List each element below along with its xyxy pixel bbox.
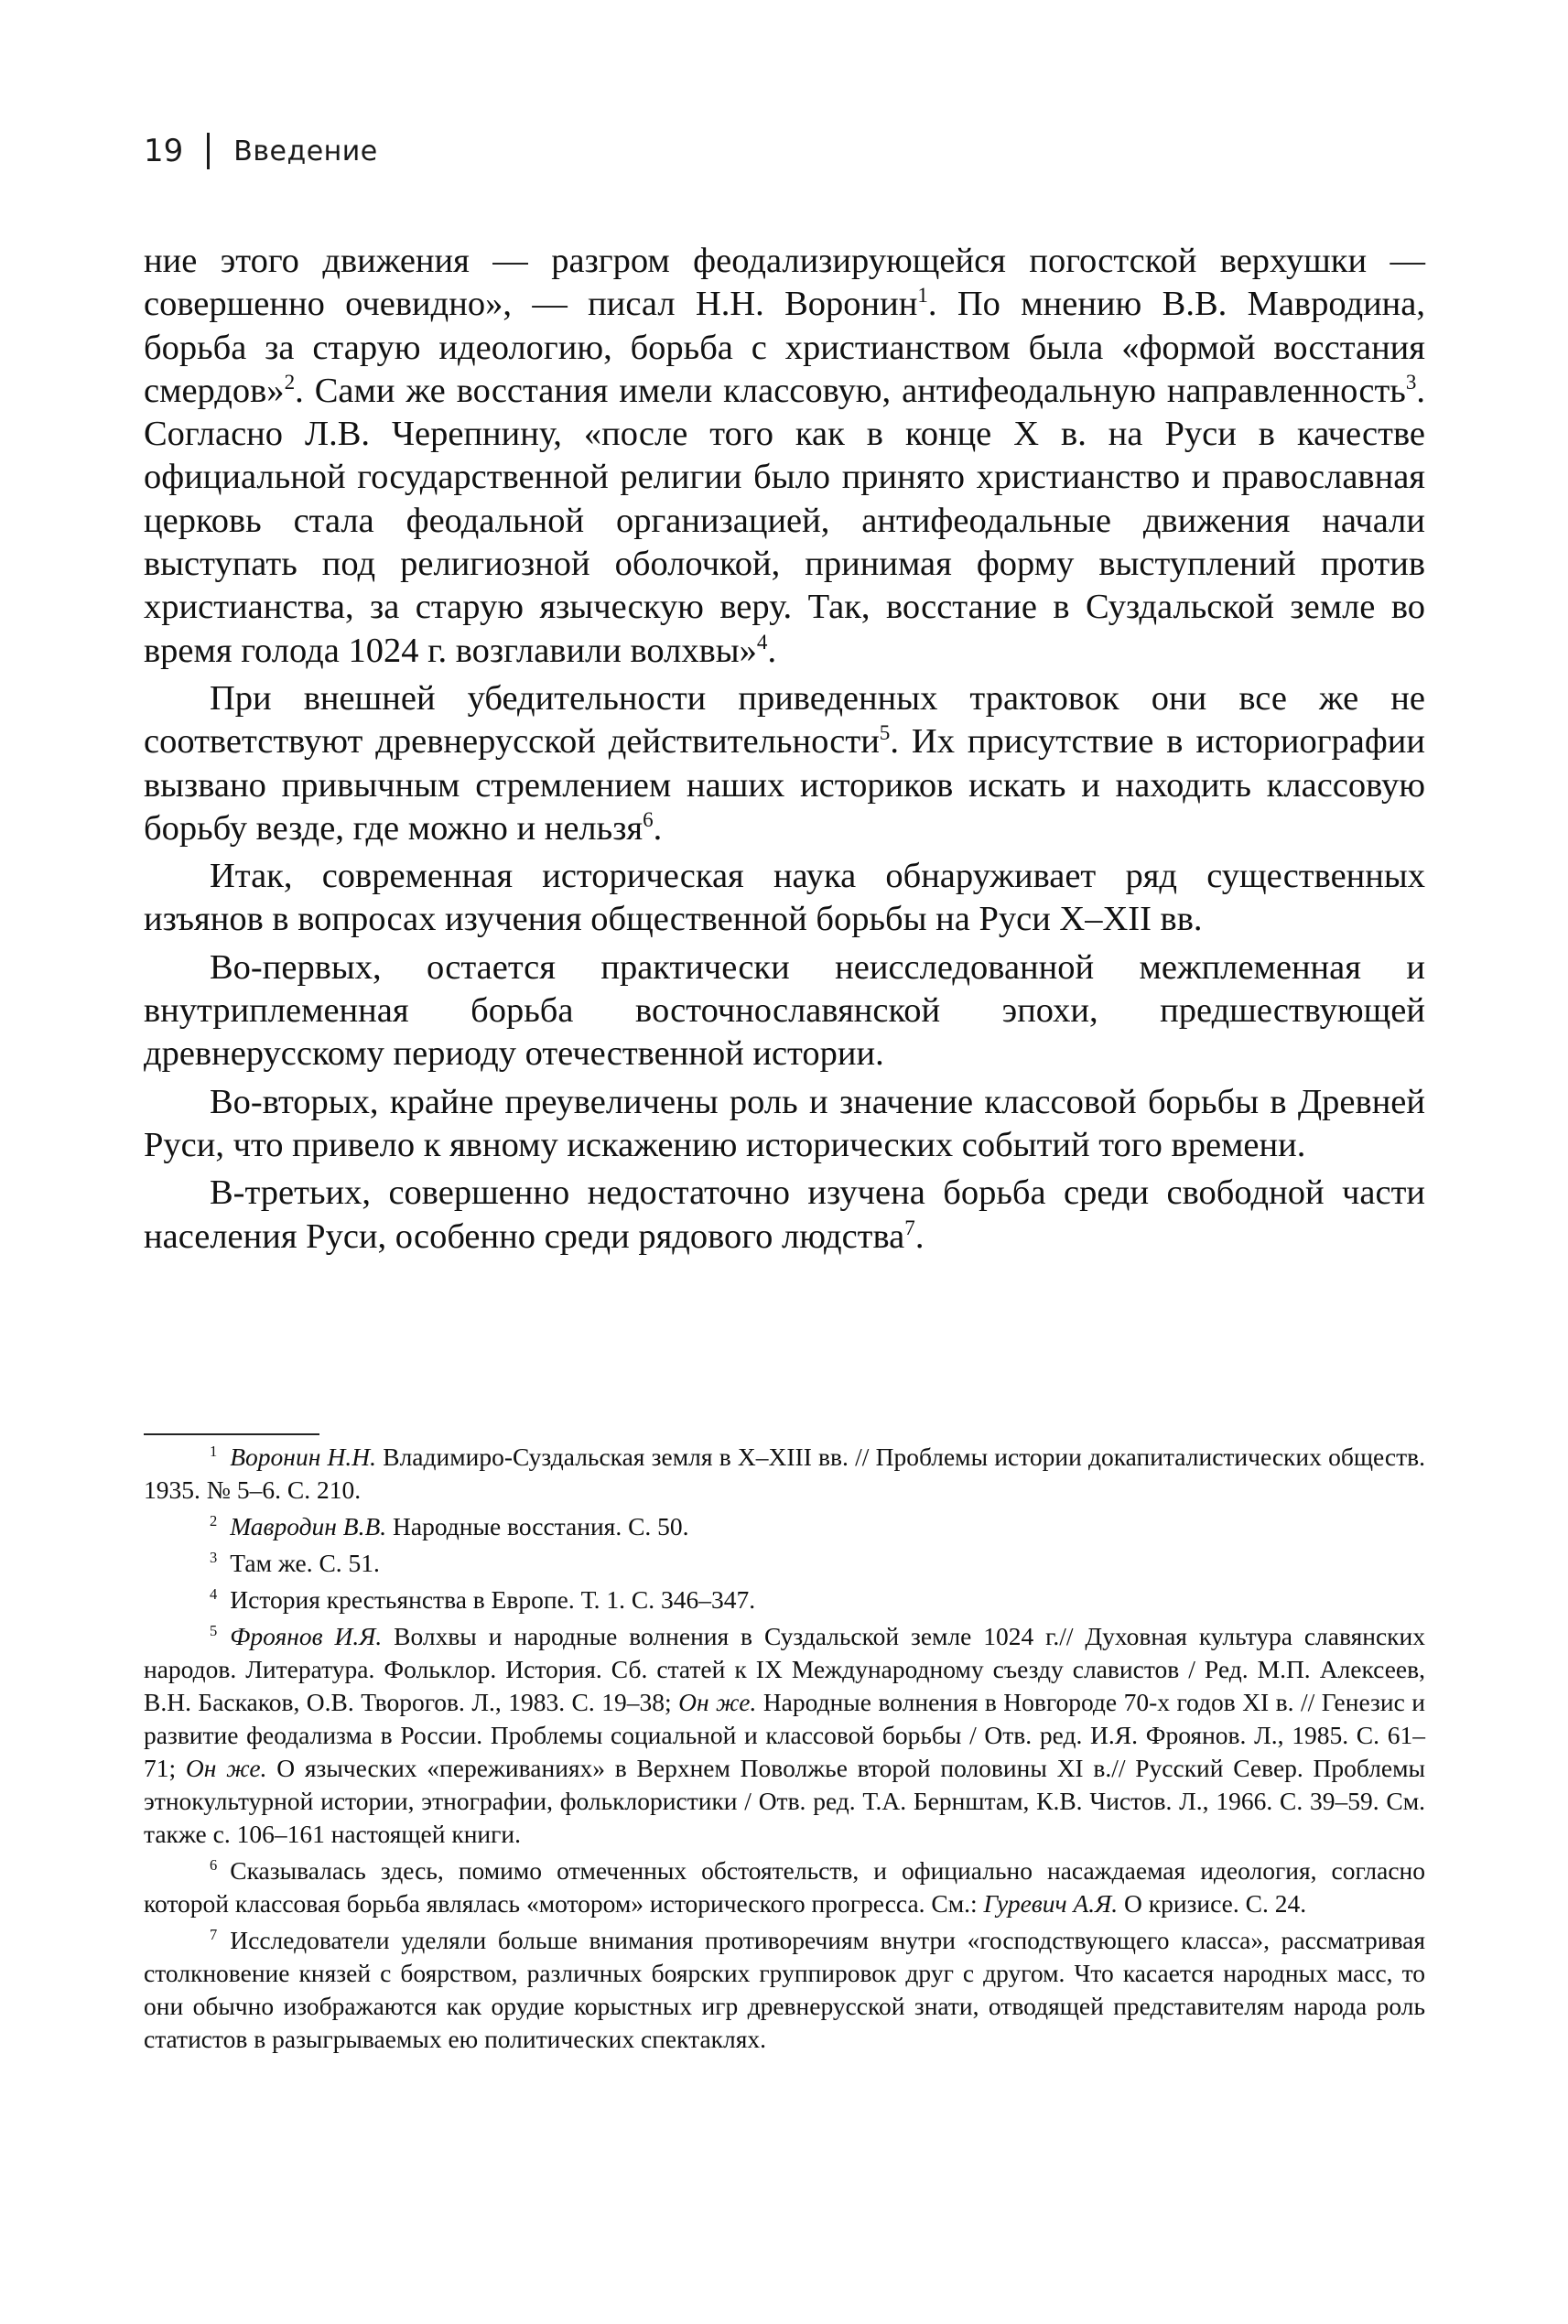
- footnote-mark: 7: [210, 1925, 218, 1943]
- footnote-ibid: Он же.: [185, 1754, 267, 1782]
- footnote-ref-4: 4: [756, 629, 768, 654]
- paragraph-4: Во-первых, остается практически неисследованной межплеменная и внутриплеменная борьба восточнославянской эпохи, предшествующей древнерусскому периоду отечественной истории.: [144, 947, 1425, 1074]
- text-run: .: [767, 631, 777, 670]
- text-run: В-третьих, совершенно недостаточно изучена борьба среди свободной части населения Руси, особенно среди рядового людства: [144, 1173, 1425, 1256]
- footnote-mark: 4: [210, 1584, 218, 1603]
- footnote-text: Исследователи уделяли больше внимания противоречиям внутри «господствующего класса», рассматривая столкновение князей с боярством, различных боярских группировок друг с другом. Что касается народных масс, то они обычно изображаются как орудие корыстных игр древнерусской знати, отводящей представителям народа роль статистов в разыгрываемых ею политических спектаклях.: [144, 1926, 1425, 2053]
- running-header: [144, 133, 378, 169]
- footnote-3: [144, 1547, 1425, 1580]
- footnote-text: О языческих «переживаниях» в Верхнем Поволжье второй половины XI в.// Русский Север. Проблемы этнокультурной истории, этнографии, фольклористики / Отв. ред. Т.А. Бернштам, К.В. Чистов. Л., 1966. С. 39–59. См. также с. 106–161 настоящей книги.: [144, 1754, 1425, 1848]
- footnote-ref-6: 6: [643, 807, 654, 832]
- footnote-text: Там же. С. 51.: [230, 1549, 380, 1577]
- footnote-text: О кризисе. С. 24.: [1118, 1889, 1307, 1918]
- header-divider: [207, 133, 210, 169]
- footnote-1: [144, 1441, 1425, 1507]
- text-run: При внешней убедительности приведенных трактовок они все же не соответствуют древнерусской действительности: [144, 678, 1425, 762]
- footnote-mark: 6: [210, 1855, 218, 1874]
- paragraph-1: [144, 240, 1425, 673]
- footnote-ibid: Он же.: [678, 1688, 757, 1716]
- footnote-text: Народные волнения в Новгороде 70-х годов XI в. // Генезис и развитие феодализма в России. Проблемы социальной и классовой борьбы / Отв. ред. И.Я. Фроянов. Л., 1985. С. 61–71;: [144, 1688, 1425, 1782]
- footnote-author: Гуревич А.Я.: [983, 1889, 1119, 1918]
- footnote-ref-1: 1: [917, 283, 928, 308]
- footnote-6: [144, 1854, 1425, 1920]
- main-text: [144, 240, 1425, 1259]
- footnote-text: Волхвы и народные волнения в Суздальской земле 1024 г.// Духовная культура славянских народов. Литература. Фольклор. История. Сб. статей к IX Международному съезду славистов / Ред. М.П. Алексеев, В.Н. Баскаков, О.В. Творогов. Л., 1983. С. 19–38;: [144, 1622, 1425, 1716]
- paragraph-2: [144, 677, 1425, 850]
- page-number: 19: [144, 133, 184, 169]
- footnote-text: Сказывалась здесь, помимо отмеченных обстоятельств, и официально насаждаемая идеология, согласно которой классовая борьба являлась «мотором» исторического прогресса. См.:: [144, 1856, 1425, 1918]
- footnote-mark: 1: [210, 1442, 218, 1460]
- text-run: ние этого движения — разгром феодализирующейся погостской верхушки — совершенно очевидно», — писал Н.Н. Воронин: [144, 242, 1425, 324]
- text-run: . Их присутствие в историографии вызвано привычным стремлением наших историков искать и находить классовую борьбу везде, где можно и нельзя: [144, 722, 1425, 848]
- text-run: . Сами же восстания имели классовую, антифеодальную направленность: [295, 371, 1406, 410]
- text-run: .: [653, 808, 663, 848]
- footnote-4: [144, 1584, 1425, 1616]
- footnote-5: [144, 1620, 1425, 1851]
- footnote-author: Мавродин В.В.: [230, 1512, 387, 1540]
- footnotes: [144, 1441, 1425, 2056]
- footnote-ref-2: 2: [284, 370, 296, 395]
- footnote-author: Фроянов И.Я.: [230, 1622, 383, 1650]
- footnote-text: История крестьянства в Европе. Т. 1. С. 346–347.: [230, 1585, 756, 1614]
- paragraph-3: Итак, современная историческая наука обнаруживает ряд существенных изъянов в вопросах изучения общественной борьбы на Руси X–XII вв.: [144, 857, 1425, 939]
- footnote-ref-3: 3: [1405, 370, 1417, 395]
- paragraph-6: [144, 1172, 1425, 1259]
- footnote-text: Народные восстания. С. 50.: [386, 1512, 689, 1540]
- footnote-7: [144, 1924, 1425, 2056]
- footnote-author: Воронин Н.Н.: [230, 1443, 377, 1471]
- footnote-ref-5: 5: [879, 720, 891, 745]
- footnote-text: Владимиро-Суздальская земля в X–XIII вв. // Проблемы истории докапиталистических обществ. 1935. № 5–6. С. 210.: [144, 1443, 1425, 1504]
- footnote-mark: 3: [210, 1548, 218, 1566]
- footnote-ref-7: 7: [904, 1215, 915, 1239]
- footnote-mark: 5: [210, 1621, 218, 1639]
- text-run: .: [914, 1216, 925, 1256]
- section-title: Введение: [233, 135, 378, 168]
- text-run: . По мнению В.В. Мавродина, борьба за старую идеологию, борьба с христианством была «формой восстания смердов»: [144, 285, 1425, 410]
- footnote-mark: 2: [210, 1511, 218, 1530]
- text-run: . Согласно Л.В. Черепнину, «после того как в конце X в. на Руси в качестве официальной государственной религии было принято христианство и православная церковь стала феодальной организацией, антифеодальные движения начали выступать под религиозной оболочкой, принимая форму выступлений против христианства, за старую языческую веру. Так, восстание в Суздальской земле во время голода 1024 г. возглавили волхвы»: [144, 371, 1425, 670]
- footnote-separator: [144, 1433, 319, 1435]
- footnote-2: [144, 1510, 1425, 1543]
- paragraph-5: Во-вторых, крайне преувеличены роль и значение классовой борьбы в Древней Руси, что привело к явному искажению исторических событий того времени.: [144, 1082, 1425, 1164]
